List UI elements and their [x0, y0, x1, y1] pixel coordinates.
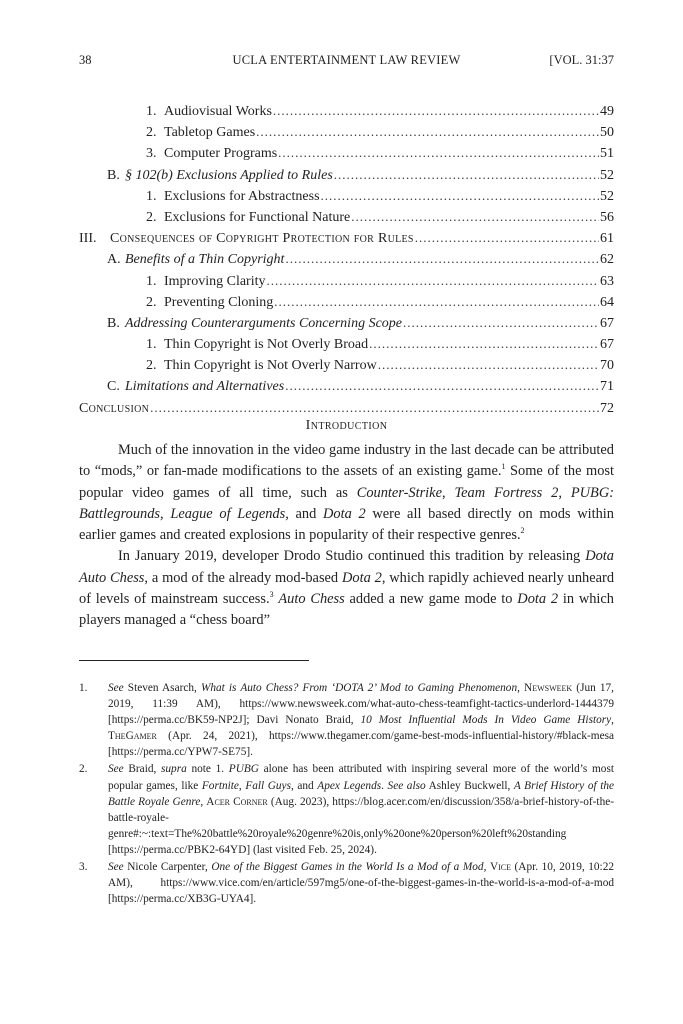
table-of-contents — [79, 100, 614, 418]
toc-entry-page: 63 — [600, 273, 614, 289]
toc-entry-number: 1. — [146, 337, 157, 353]
toc-entry-number: A. — [107, 252, 121, 268]
toc-entry-number: 3. — [146, 146, 157, 162]
toc-leader-dots — [321, 185, 599, 206]
toc-entry-number: 2. — [146, 294, 157, 310]
toc-entry-page: 70 — [600, 358, 614, 374]
toc-leader-dots — [267, 270, 600, 291]
toc-entry-page: 67 — [600, 337, 614, 353]
toc-entry-title: Audiovisual Works — [164, 104, 272, 119]
toc-entry[interactable] — [79, 100, 614, 121]
toc-entry-title: Preventing Cloning — [164, 294, 274, 310]
journal-title: UCLA ENTERTAINMENT LAW REVIEW — [232, 53, 461, 67]
toc-entry[interactable] — [79, 354, 614, 375]
toc-entry-title: Tabletop Games — [164, 125, 256, 141]
toc-entry-page: 52 — [600, 167, 614, 183]
toc-entry-page: 67 — [600, 315, 614, 331]
toc-leader-dots — [334, 164, 599, 185]
section-heading: Introduction — [305, 418, 388, 433]
toc-entry-page: 50 — [600, 125, 614, 141]
footnote-divider — [79, 660, 309, 661]
toc-entry-title: Computer Programs — [164, 146, 278, 162]
toc-entry[interactable] — [79, 375, 614, 396]
toc-entry-title: Thin Copyright is Not Overly Broad — [164, 337, 369, 353]
toc-leader-dots — [285, 375, 599, 396]
toc-entry-page: 51 — [600, 146, 614, 162]
toc-entry[interactable] — [79, 397, 614, 418]
paragraph: In January 2019, developer Drodo Studio continued this tradition by releasing Dota Auto Chess, a mod of the already mod-based Dota 2, which rapidly achieved nearly unheard of levels of mainstream success.$^3$ Auto Chess added a new game mode to Dota 2 in which players managed a “chess board” — [79, 548, 615, 629]
toc-entry-number: III. — [79, 231, 97, 247]
toc-entry-page: 64 — [600, 294, 614, 310]
toc-entry[interactable] — [79, 121, 614, 142]
toc-entry-title: Consequences of Copyright Protection for Rules — [110, 231, 414, 247]
toc-entry-number: B. — [107, 167, 120, 183]
toc-leader-dots — [415, 227, 599, 248]
toc-entry-number: B. — [107, 315, 120, 331]
toc-entry-page: 56 — [600, 209, 614, 225]
footnote-3: 3. See Nicole Carpenter, One of the Biggest Games in the World Is a Mod of a Mod, Vice (Apr. 10, 2019, 10:22 AM), https://www.vice.com/en/article/597mg5/one-of-the-biggest-games-in-the-world-is-a-mod-of-a-mod [https://perma.cc/XB3G-UYA4]. — [79, 861, 614, 906]
toc-entry-title: Exclusions for Functional Nature — [164, 209, 351, 225]
toc-leader-dots — [378, 354, 599, 375]
toc-entry-number: 2. — [146, 209, 157, 225]
toc-entry[interactable] — [79, 227, 614, 248]
toc-entry[interactable] — [79, 248, 614, 269]
footnote-ref[interactable]: 3 — [269, 590, 274, 600]
toc-entry-number: 2. — [146, 358, 157, 374]
toc-entry[interactable] — [79, 291, 614, 312]
toc-leader-dots — [403, 312, 599, 333]
footnote-2: 2. See Braid, supra note 1. PUBG alone has been attributed with inspiring several more of the world’s most popular games, like Fortnite, Fall Guys, and Apex Legends. See also Ashley Buckwell, A Brief History of the Battle Royale Genre, Acer Corner (Aug. 2023), https://blog.acer.com/en/discussion/358/a-brief-history-of-the-battle-royale-genre#:~:text=The%20battle%20royale%20genre%20is,only%20one%20person%20left%20standing [https://perma.cc/PBK2-64YD] (last visited Feb. 25, 2024). — [79, 763, 615, 856]
toc-entry-title: Addressing Counterarguments Concerning Scope — [125, 315, 402, 331]
toc-entry-page: 52 — [600, 188, 614, 204]
toc-entry[interactable] — [79, 333, 614, 354]
toc-entry-number: 1. — [146, 273, 157, 289]
toc-entry-title: Limitations and Alternatives — [125, 379, 285, 395]
toc-entry-title: Conclusion — [79, 400, 150, 416]
toc-entry-page: 71 — [600, 379, 614, 395]
footnotes — [79, 680, 614, 908]
toc-entry-number: 1. — [146, 104, 157, 119]
toc-leader-dots — [285, 248, 599, 269]
toc-entry-page: 62 — [600, 252, 614, 268]
toc-entry[interactable] — [79, 142, 614, 163]
toc-leader-dots — [278, 142, 599, 163]
paragraph: Much of the innovation in the video game industry in the last decade can be attributed to “mods,” or fan-made modifications to the assets of an existing game.$^1$ Some of the most popular video games of all time, such as Counter-Strike, Team Fortress 2, PUBG: Battlegrounds, League of Legends, and Dota 2 were all based directly on mods within earlier games and created explosions in popularity of their respective genres.$^2$ — [79, 442, 615, 544]
toc-leader-dots — [273, 100, 599, 121]
toc-entry[interactable] — [79, 185, 614, 206]
toc-leader-dots — [256, 121, 599, 142]
toc-entry[interactable] — [79, 164, 614, 185]
toc-entry-title: § 102(b) Exclusions Applied to Rules — [125, 167, 333, 183]
toc-entry-page: 72 — [600, 400, 614, 416]
toc-entry[interactable] — [79, 206, 614, 227]
toc-leader-dots — [369, 333, 599, 354]
toc-entry-number: 1. — [146, 188, 157, 204]
footnote-ref[interactable]: 2 — [520, 526, 525, 536]
toc-entry[interactable] — [79, 270, 614, 291]
toc-entry-title: Thin Copyright is Not Overly Narrow — [164, 358, 377, 374]
toc-leader-dots — [150, 397, 599, 418]
footnote-1: 1. See Steven Asarch, What is Auto Chess? From ‘DOTA 2’ Mod to Gaming Phenomenon, Newsweek (Jun 17, 2019, 11:39 AM), https://www.newsweek.com/what-auto-chess-teamfight-tactics-underlord-1444379 [https://perma.cc/BK59-NP2J]; Davi Nonato Braid, 10 Most Influential Mods In Video Game History, TheGamer (Apr. 24, 2021), https://www.thegamer.com/game-best-mods-influential-history/#black-mesa [https://perma.cc/YPW7-SE75]. — [79, 682, 614, 759]
footnote-ref[interactable]: 1 — [501, 462, 506, 472]
toc-entry-number: 2. — [146, 125, 157, 141]
toc-entry-page: 49 — [600, 104, 614, 119]
toc-leader-dots — [274, 291, 599, 312]
body-text — [79, 440, 614, 632]
toc-entry-title: Benefits of a Thin Copyright — [125, 252, 285, 268]
running-header — [79, 53, 614, 73]
toc-entry[interactable] — [79, 312, 614, 333]
toc-entry-title: Exclusions for Abstractness — [164, 188, 320, 204]
toc-leader-dots — [351, 206, 599, 227]
volume-citation: [VOL. 31:37 — [549, 53, 614, 67]
toc-entry-page: 61 — [600, 231, 614, 247]
page-number: 38 — [79, 53, 92, 67]
toc-entry-number: C. — [107, 379, 120, 395]
toc-entry-title: Improving Clarity — [164, 273, 266, 289]
